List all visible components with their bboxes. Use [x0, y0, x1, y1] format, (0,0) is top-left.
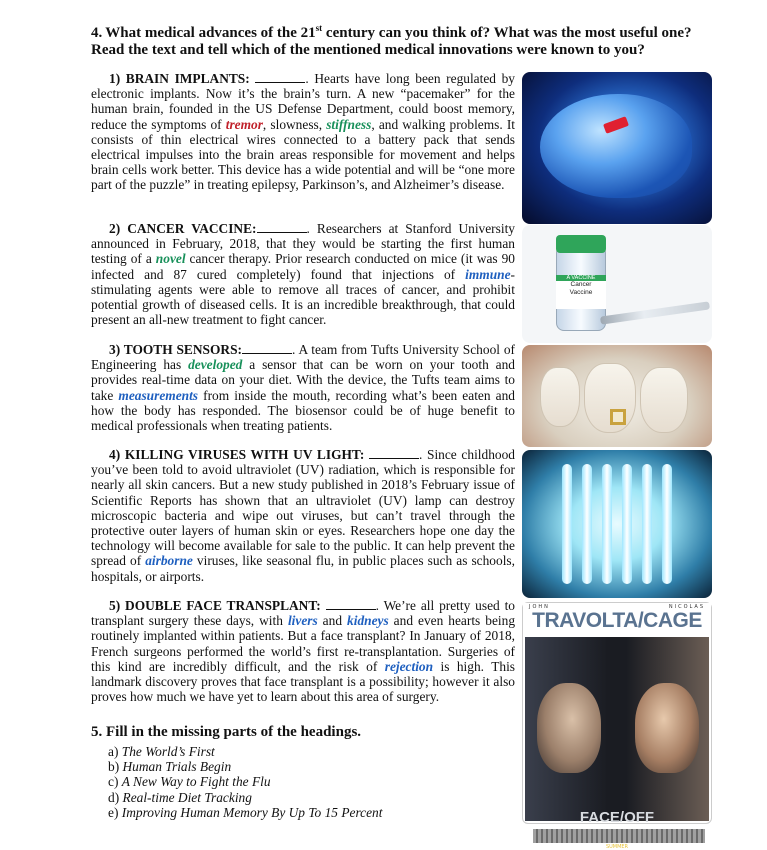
question-5-heading [91, 724, 361, 741]
section-text: viruses, like seasonal flu, in public places such as schools, hospitals, or airports. [91, 553, 515, 584]
uv-tube [602, 464, 612, 584]
section-text: from inside the mouth, recording what’s been eaten and how the body has responded. The biosensor could be of huge benefit to medical professionals when treating patients. [91, 387, 515, 434]
question-text-part2: century can you think of? What was the most useful one? Read the text and tell which of the mentioned medical innovations were known to you? [91, 25, 692, 58]
section-heading: 5) DOUBLE FACE TRANSPLANT: [109, 598, 321, 613]
section-cancer-vaccine [91, 221, 515, 327]
section-text: . We’re all pretty used to transplant surgery these days, with [91, 598, 515, 629]
uv-tube [662, 464, 672, 584]
syringe [600, 301, 710, 324]
answer-text: A New Way to Fight the Flu [121, 774, 271, 790]
keyword: measurements [118, 387, 199, 403]
section-heading: 3) TOOTH SENSORS: [109, 342, 242, 357]
keyword: tremor [225, 116, 263, 132]
question-number: 4. [91, 25, 103, 41]
section-text: a sensor that can be worn on your tooth and provides real-time data on your diet. With the device, the Tufts team aims to take [91, 357, 515, 403]
vial-label-line2: Vaccine [569, 289, 593, 296]
heading-blank[interactable] [242, 344, 292, 354]
answer-letter: c) [108, 774, 119, 790]
brain-shape [540, 94, 692, 198]
answer-text: Improving Human Memory By Up To 15 Percent [121, 804, 383, 820]
poster-header [523, 603, 711, 639]
section-face-transplant [91, 598, 515, 704]
keyword: kidneys [347, 613, 389, 629]
answer-text: Human Trials Begin [122, 759, 232, 775]
answer-option[interactable] [108, 759, 382, 774]
cancer-vaccine-image [522, 225, 712, 343]
section-heading: 1) BRAIN IMPLANTS: [109, 71, 250, 86]
tooth-sensor-image [522, 345, 712, 447]
question-4-heading [91, 20, 711, 59]
section-text: . Hearts have long been regulated by electronic implants. Now it’s the brain’s turn. A new “pacemaker” for the human brain, founded in the US Defense Department, could boost memory, reduce the symptoms of [91, 71, 515, 132]
question-superscript: st [315, 23, 323, 33]
answer-letter: b) [108, 759, 120, 775]
poster-name-right: NICOLAS [668, 604, 705, 610]
section-text: -stimulating agents were able to remove all traces of cancer, and prohibit potential growth of diseased cells. It is an incredible breakthrough, that could present an all-new treatment to fight cancer. [91, 266, 515, 328]
face-off-poster [522, 602, 712, 850]
answer-text: The World’s First [121, 744, 215, 759]
keyword: rejection [384, 658, 434, 674]
answer-text: Real-time Diet Tracking [122, 789, 252, 805]
uv-tube [642, 464, 652, 584]
section-text: and [317, 613, 348, 629]
answer-letter: a) [108, 744, 119, 759]
question-text: Fill in the missing parts of the headings. [106, 724, 362, 740]
tooth [540, 367, 580, 427]
answer-option[interactable] [108, 774, 382, 789]
heading-blank[interactable] [255, 73, 305, 83]
section-heading: 2) CANCER VACCINE: [109, 221, 257, 236]
poster-title: TRAVOLTA/CAGE [532, 609, 702, 632]
section-brain-implants [91, 71, 515, 193]
poster-face-left [537, 683, 601, 773]
poster-credits [533, 829, 705, 843]
answer-option[interactable] [108, 744, 382, 759]
tooth-sensor-chip [610, 409, 626, 425]
poster-name-left: JOHN [529, 604, 550, 610]
keyword: developed [188, 357, 243, 373]
brain-implant-image [522, 72, 712, 224]
vial-cap [556, 235, 606, 253]
section-text: , slowness, [262, 116, 327, 132]
answer-option[interactable] [108, 790, 382, 805]
vial-label-top: A VACCINE [566, 275, 596, 281]
vial-label-line1: Cancer [570, 281, 592, 288]
section-text: , and walking problems. It consists of thin electrical wires connected to a battery pack that sends electrical impulses into the brain areas responsible for movement and helps brain cells work better. This device has a wide potential and will be “one more part of the puzzle” in treating epilepsy, Parkinson’s, and Alzheimer’s disease. [91, 116, 515, 193]
section-text: . A team from Tufts University School of Engineering has [91, 342, 515, 373]
uv-tube [562, 464, 572, 584]
answer-options [108, 744, 382, 820]
keyword: airborne [145, 553, 193, 569]
keyword: novel [155, 251, 186, 267]
section-text: cancer therapy. Prior research conducted on mice (it was 90 infected and 87 cured completely) found that injections of [91, 251, 515, 282]
heading-blank[interactable] [326, 600, 376, 610]
section-heading: 4) KILLING VIRUSES WITH UV LIGHT: [109, 447, 365, 462]
section-text: and even hearts being routinely implanted within patients. But a face transplant? In January of 2018, French surgeons performed the world’s first re-transplantation. Surgeries of this kind are incredibly difficult, and the risk of [91, 613, 516, 674]
tooth [640, 367, 688, 433]
uv-tube [582, 464, 592, 584]
section-text: is high. This landmark discovery proves that face transplant is a possibility; however it also proves how much we have yet to learn about this area of surgery. [91, 658, 515, 705]
uv-lamp-image [522, 450, 712, 598]
keyword: stiffness [326, 116, 372, 132]
keyword: livers [287, 613, 318, 629]
poster-film-title: FACE/OFF [579, 809, 655, 826]
section-uv-light [91, 447, 515, 584]
poster-face-right [635, 683, 699, 773]
section-tooth-sensors [91, 342, 515, 433]
vial-label [556, 275, 606, 309]
answer-letter: e) [108, 804, 119, 820]
poster-artwork [525, 637, 709, 850]
heading-blank[interactable] [369, 449, 419, 459]
section-text: . Researchers at Stanford University announced in February, 2018, that they would be starting the first human testing of a [91, 221, 515, 267]
uv-tube [622, 464, 632, 584]
question-number: 5. [91, 724, 103, 740]
poster-release: SUMMER [605, 844, 629, 850]
question-text-part1: What medical advances of the 21 [105, 25, 316, 41]
keyword: immune [465, 266, 511, 282]
heading-blank[interactable] [257, 223, 307, 233]
section-text: . Since childhood you’ve been told to avoid ultraviolet (UV) radiation, which is responsible for nearly all skin cancers. But a new study published in 2018’s February issue of Scientific Reports has shown that an ultraviolet (UV) lamp can destroy microscopic bacteria and wipe out viruses, but can’t travel through the protective outer layers of human skin or eyes. Researchers hope one day the technology will become available for sale to the public. It can help prevent the spread of [91, 447, 515, 569]
answer-option[interactable] [108, 805, 382, 820]
answer-letter: d) [108, 789, 120, 805]
